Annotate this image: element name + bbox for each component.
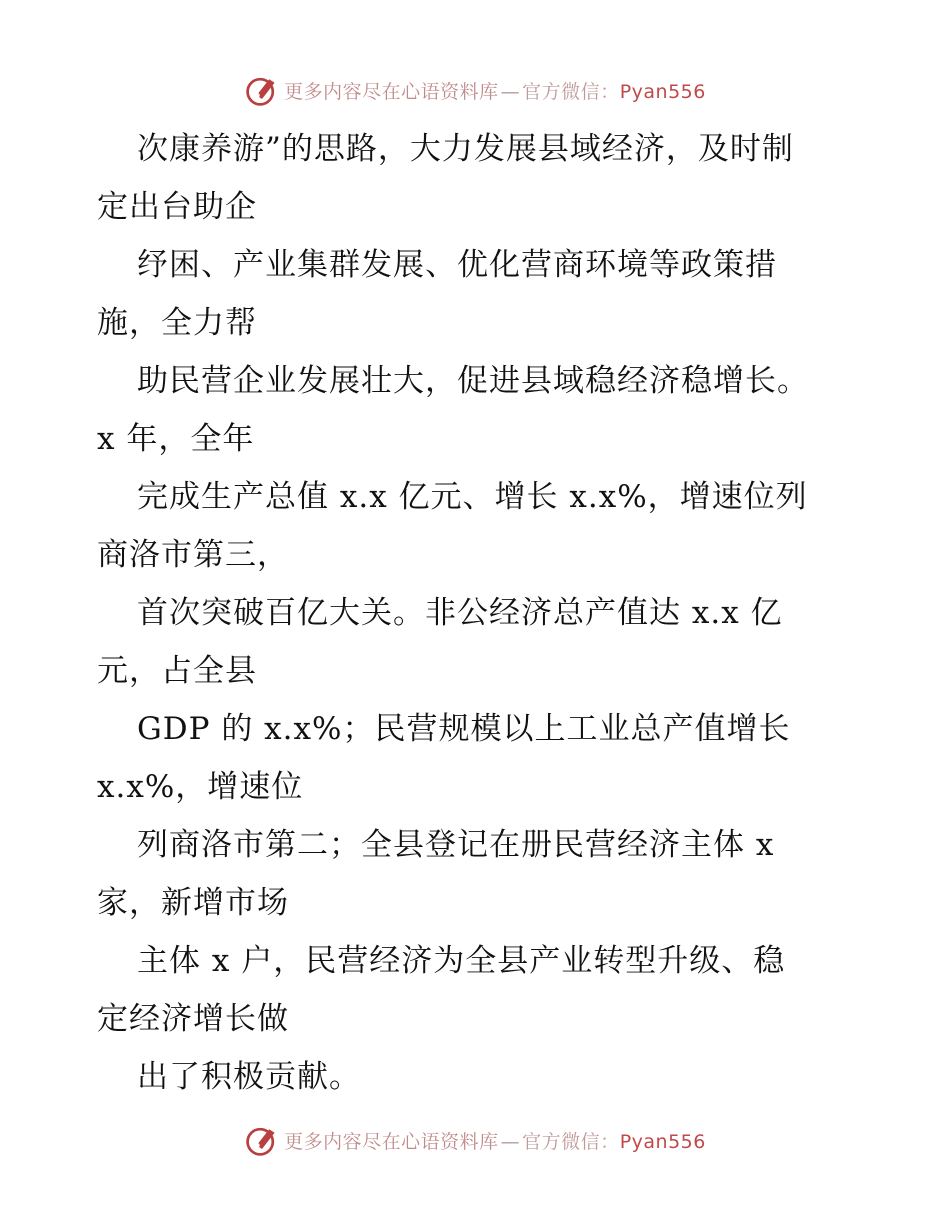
text-line: 出了积极贡献。 [137, 1059, 361, 1095]
text-line: GDP 的 x.x%；民营规模以上工业总产值增长 [137, 711, 791, 747]
text-line: x 年，全年 [97, 421, 255, 457]
pen-nib-logo-icon [244, 1122, 280, 1158]
text-line: 纾困、产业集群发展、优化营商环境等政策措 [137, 247, 777, 283]
document-body [97, 120, 857, 1106]
footer-banner [0, 1120, 950, 1160]
banner-text [284, 1127, 706, 1154]
banner-main-text: 更多内容尽在心语资料库 [284, 80, 499, 103]
text-line: 施，全力帮 [97, 305, 257, 341]
text-line: 完成生产总值 x.x 亿元、增长 x.x%，增速位列 [137, 479, 808, 515]
text-line: x.x%，增速位 [97, 769, 304, 805]
banner-wechat-label: 官方微信： [522, 1130, 620, 1153]
banner-text [284, 77, 706, 104]
text-line: 主体 x 户，民营经济为全县产业转型升级、稳 [137, 943, 786, 979]
text-line: 元，占全县 [97, 653, 257, 689]
text-line: 列商洛市第二；全县登记在册民营经济主体 x [137, 827, 775, 863]
text-line: 助民营企业发展壮大，促进县域稳经济稳增长。 [137, 363, 809, 399]
pen-nib-logo-icon [244, 72, 280, 108]
banner-wechat-id: Pyan556 [619, 80, 706, 103]
text-line: 次康养游”的思路，大力发展县域经济，及时制 [137, 131, 794, 167]
banner-wechat-label: 官方微信： [522, 80, 620, 103]
text-line: 商洛市第三， [97, 537, 289, 573]
text-line: 定出台助企 [97, 189, 257, 225]
text-line: 家，新增市场 [97, 885, 289, 921]
text-line: 首次突破百亿大关。非公经济总产值达 x.x 亿 [137, 595, 783, 631]
banner-main-text: 更多内容尽在心语资料库 [284, 1130, 499, 1153]
header-banner [0, 70, 950, 110]
text-line: 定经济增长做 [97, 1001, 289, 1037]
banner-wechat-id: Pyan556 [619, 1130, 706, 1153]
banner-separator: — [500, 1130, 521, 1153]
banner-separator: — [500, 80, 521, 103]
